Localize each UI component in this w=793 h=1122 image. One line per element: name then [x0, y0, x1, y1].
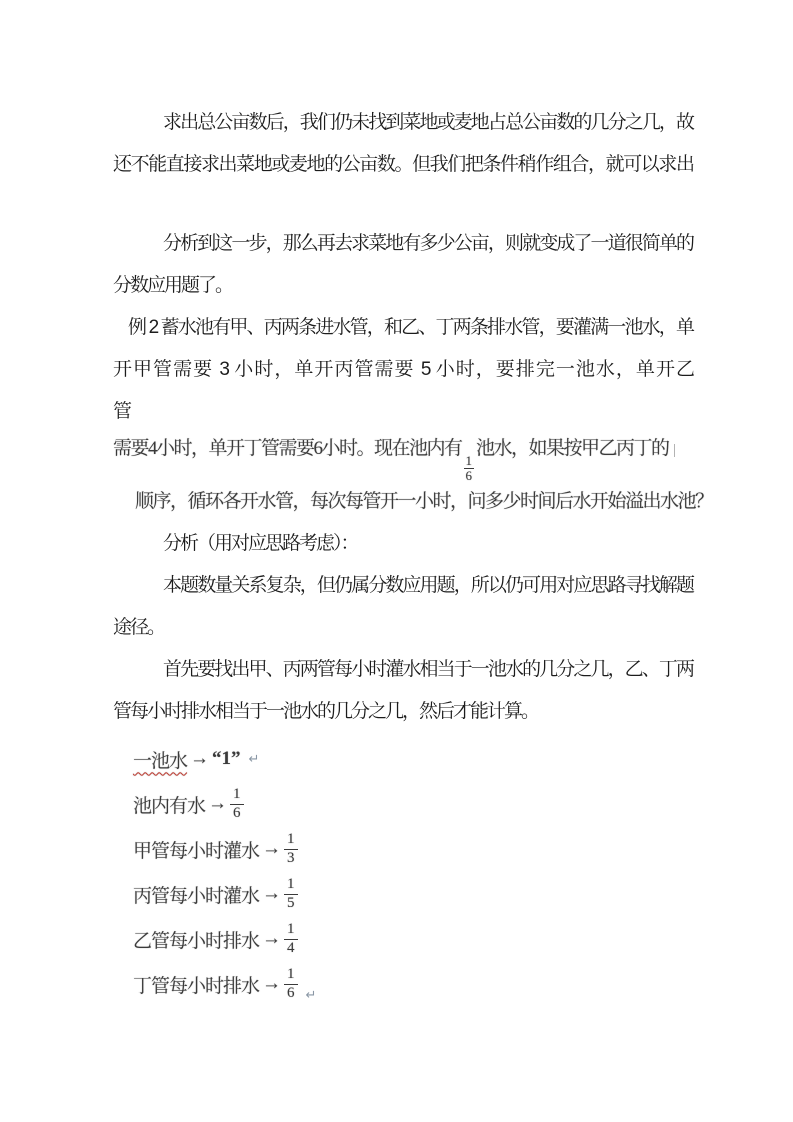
mapping-row-pipe-yi — [133, 917, 693, 962]
fraction-numerator: 1 — [284, 966, 298, 984]
text-line: 管每小时排水相当于一池水的几分之几，然后才能计算。 — [113, 700, 539, 722]
fraction-value — [284, 831, 298, 867]
text-line: 还不能直接求出菜地或麦地的公亩数。但我们把条件稍作组合，就可以求出 — [113, 154, 693, 175]
mapping-label: 丁管每小时排水 — [133, 975, 260, 997]
mapping-row-pipe-bing — [133, 872, 693, 917]
text-line: 本题数量关系复杂，但仍属分数应用题，所以仍可用对应思路寻找解题 — [163, 574, 693, 596]
fraction-1-6 — [464, 454, 475, 484]
scanned-text-line: 顺序，循环各开水管，每次每管开一小时，问多少时间后水开始溢出水池？ — [135, 490, 713, 512]
mapping-label: 乙管每小时排水 — [133, 930, 260, 952]
mapping-value-quoted: “1” — [212, 748, 241, 770]
arrow-icon: → — [190, 748, 210, 770]
text-line: 求出总公亩数后，我们仍未找到菜地或麦地占总公亩数的几分之几，故 — [163, 112, 693, 133]
text-line: 管 — [113, 401, 131, 422]
text-line: 例 2 蓄水池有甲、丙两条进水管，和乙、丁两条排水管，要灌满一池水，单 — [128, 317, 693, 338]
fraction-denominator: 3 — [287, 849, 295, 866]
fraction-value — [284, 921, 298, 957]
arrow-icon: → — [262, 838, 282, 860]
fraction-value — [230, 786, 244, 822]
text-line: 分析到这一步，那么再去求菜地有多少公亩，则就变成了一道很简单的 — [163, 233, 693, 254]
cursor-caret — [674, 444, 675, 457]
mapping-row-pool — [133, 737, 693, 782]
paragraph-1 — [113, 102, 693, 186]
fraction-denominator: 4 — [287, 939, 295, 956]
paragraph-analysis-2 — [113, 649, 693, 733]
text-line: 分析（用对应思路考虑）： — [163, 532, 358, 554]
mapping-row-pipe-ding — [133, 962, 693, 1007]
fraction-numerator: 1 — [284, 831, 298, 849]
text-line: 首先要找出甲、丙两管每小时灌水相当于一池水的几分之几，乙、丁两 — [163, 658, 693, 680]
fraction-numerator: 1 — [465, 453, 473, 468]
paragraph-example-2 — [113, 307, 693, 433]
paragraph-analysis-1 — [113, 565, 693, 649]
fraction-value — [284, 876, 298, 912]
fraction-denominator: 6 — [233, 804, 241, 821]
mapping-label: 甲管每小时灌水 — [133, 840, 260, 862]
paragraph-return-icon: ↵ — [248, 751, 260, 767]
scan-text-after-fraction: 池水，如果按甲乙丙丁的 — [476, 438, 669, 459]
mapping-row-water-in-pool — [133, 782, 693, 827]
arrow-icon: → — [208, 793, 228, 815]
scan-text-before-fraction: 需要4小时，单开丁管需要6小时。现在池内有 — [113, 438, 462, 459]
fraction-value — [284, 966, 298, 1002]
mapping-row-pipe-jia — [133, 827, 693, 872]
arrow-icon: → — [262, 973, 282, 995]
text-line: 分数应用题了。 — [113, 275, 233, 296]
paragraph-analysis-heading — [113, 523, 693, 565]
mapping-list — [133, 737, 693, 1007]
fraction-denominator: 6 — [287, 984, 295, 1001]
scanned-problem-block — [113, 431, 713, 520]
paragraph-2 — [113, 223, 693, 307]
arrow-icon: → — [262, 883, 282, 905]
paragraph-return-icon: ↵ — [305, 987, 317, 1003]
mapping-label: 丙管每小时灌水 — [133, 885, 260, 907]
fraction-denominator: 5 — [287, 894, 295, 911]
fraction-numerator: 1 — [284, 921, 298, 939]
mapping-label: 一池水 — [133, 750, 188, 772]
fraction-numerator: 1 — [284, 876, 298, 894]
text-line: 开甲管需要 3 小时，单开丙管需要 5 小时，要排完一池水，单开乙 — [113, 359, 693, 380]
fraction-denominator: 6 — [465, 468, 473, 484]
mapping-label: 池内有水 — [133, 795, 206, 817]
text-line: 途径。 — [113, 616, 165, 638]
arrow-icon: → — [262, 928, 282, 950]
scanned-text-line — [113, 431, 693, 484]
fraction-numerator: 1 — [230, 786, 244, 804]
